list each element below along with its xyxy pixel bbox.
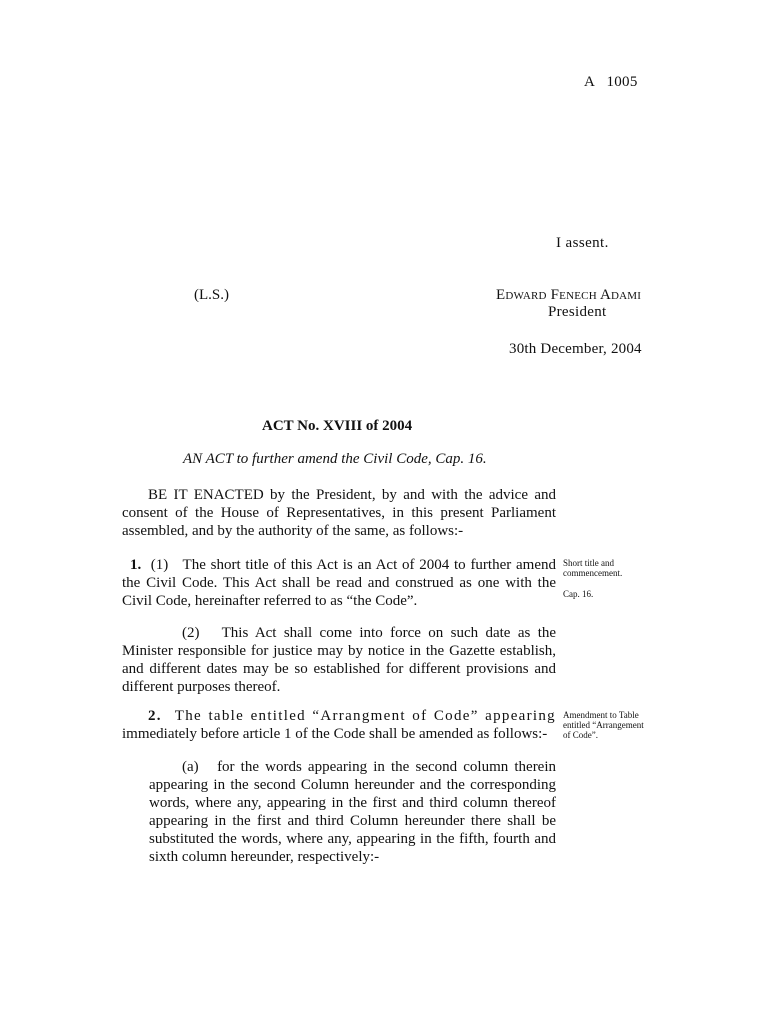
section-2-number: 2. bbox=[148, 708, 162, 724]
section-1-subsection-2 bbox=[122, 624, 556, 696]
marginal-note-cap16: Cap. 16. bbox=[563, 589, 594, 599]
section-2-intro-first: The table entitled “Arrangment of Code” appearing bbox=[174, 708, 556, 724]
section-2-intro-rest: immediately before article 1 of the Code shall be amended as follows:- bbox=[122, 726, 548, 742]
assent-date: 30th December, 2004 bbox=[509, 341, 642, 357]
president-name: Edward Fenech Adami bbox=[496, 287, 642, 303]
page-number: A 1005 bbox=[584, 74, 638, 90]
marginal-note-amendment: Amendment to Table entitled “Arrangement of Code”. bbox=[563, 710, 644, 740]
section-1-number: 1. bbox=[130, 557, 142, 573]
act-title: ACT No. XVIII of 2004 bbox=[262, 418, 413, 434]
section-2-intro bbox=[122, 707, 556, 743]
section-2-paragraph-a bbox=[149, 758, 556, 866]
act-long-title: AN ACT to further amend the Civil Code, Cap. 16. bbox=[183, 451, 487, 467]
enacting-formula: BE IT ENACTED by the President, by and with the advice and consent of the House of Representatives, in this present Parliament assembled, and by the authority of the same, as follows:- bbox=[122, 487, 556, 539]
section-2-a-label: (a) bbox=[182, 759, 199, 775]
marginal-note-short-title: Short title and commencement. bbox=[563, 558, 623, 578]
seal-mark: (L.S.) bbox=[194, 287, 229, 303]
section-1-sub2-label: (2) bbox=[182, 625, 200, 641]
president-title: President bbox=[548, 304, 607, 320]
assent-text: I assent. bbox=[556, 235, 609, 251]
section-1-sub1-text: The short title of this Act is an Act of 2004 to further amend the Civil Code. This Act shall be read and construed as one with the Civil Code, hereinafter referred to as “the Code”. bbox=[122, 557, 556, 609]
section-2-a-text: for the words appearing in the second column therein appearing in the second Column hereunder and the corresponding words, where any, appearing in the first and third column thereof appearing in the first and third Column hereunder there shall be substituted the words, where any, appearing in the fifth, fourth and sixth column hereunder, respectively:- bbox=[149, 759, 557, 865]
section-1-subsection-1 bbox=[122, 556, 556, 610]
section-1-sub1-label: (1) bbox=[150, 557, 169, 573]
section-1-sub2-text: This Act shall come into force on such date as the Minister responsible for justice may by notice in the Gazette establish, and different dates may be so established for different provisions and different purposes thereof. bbox=[122, 625, 557, 695]
